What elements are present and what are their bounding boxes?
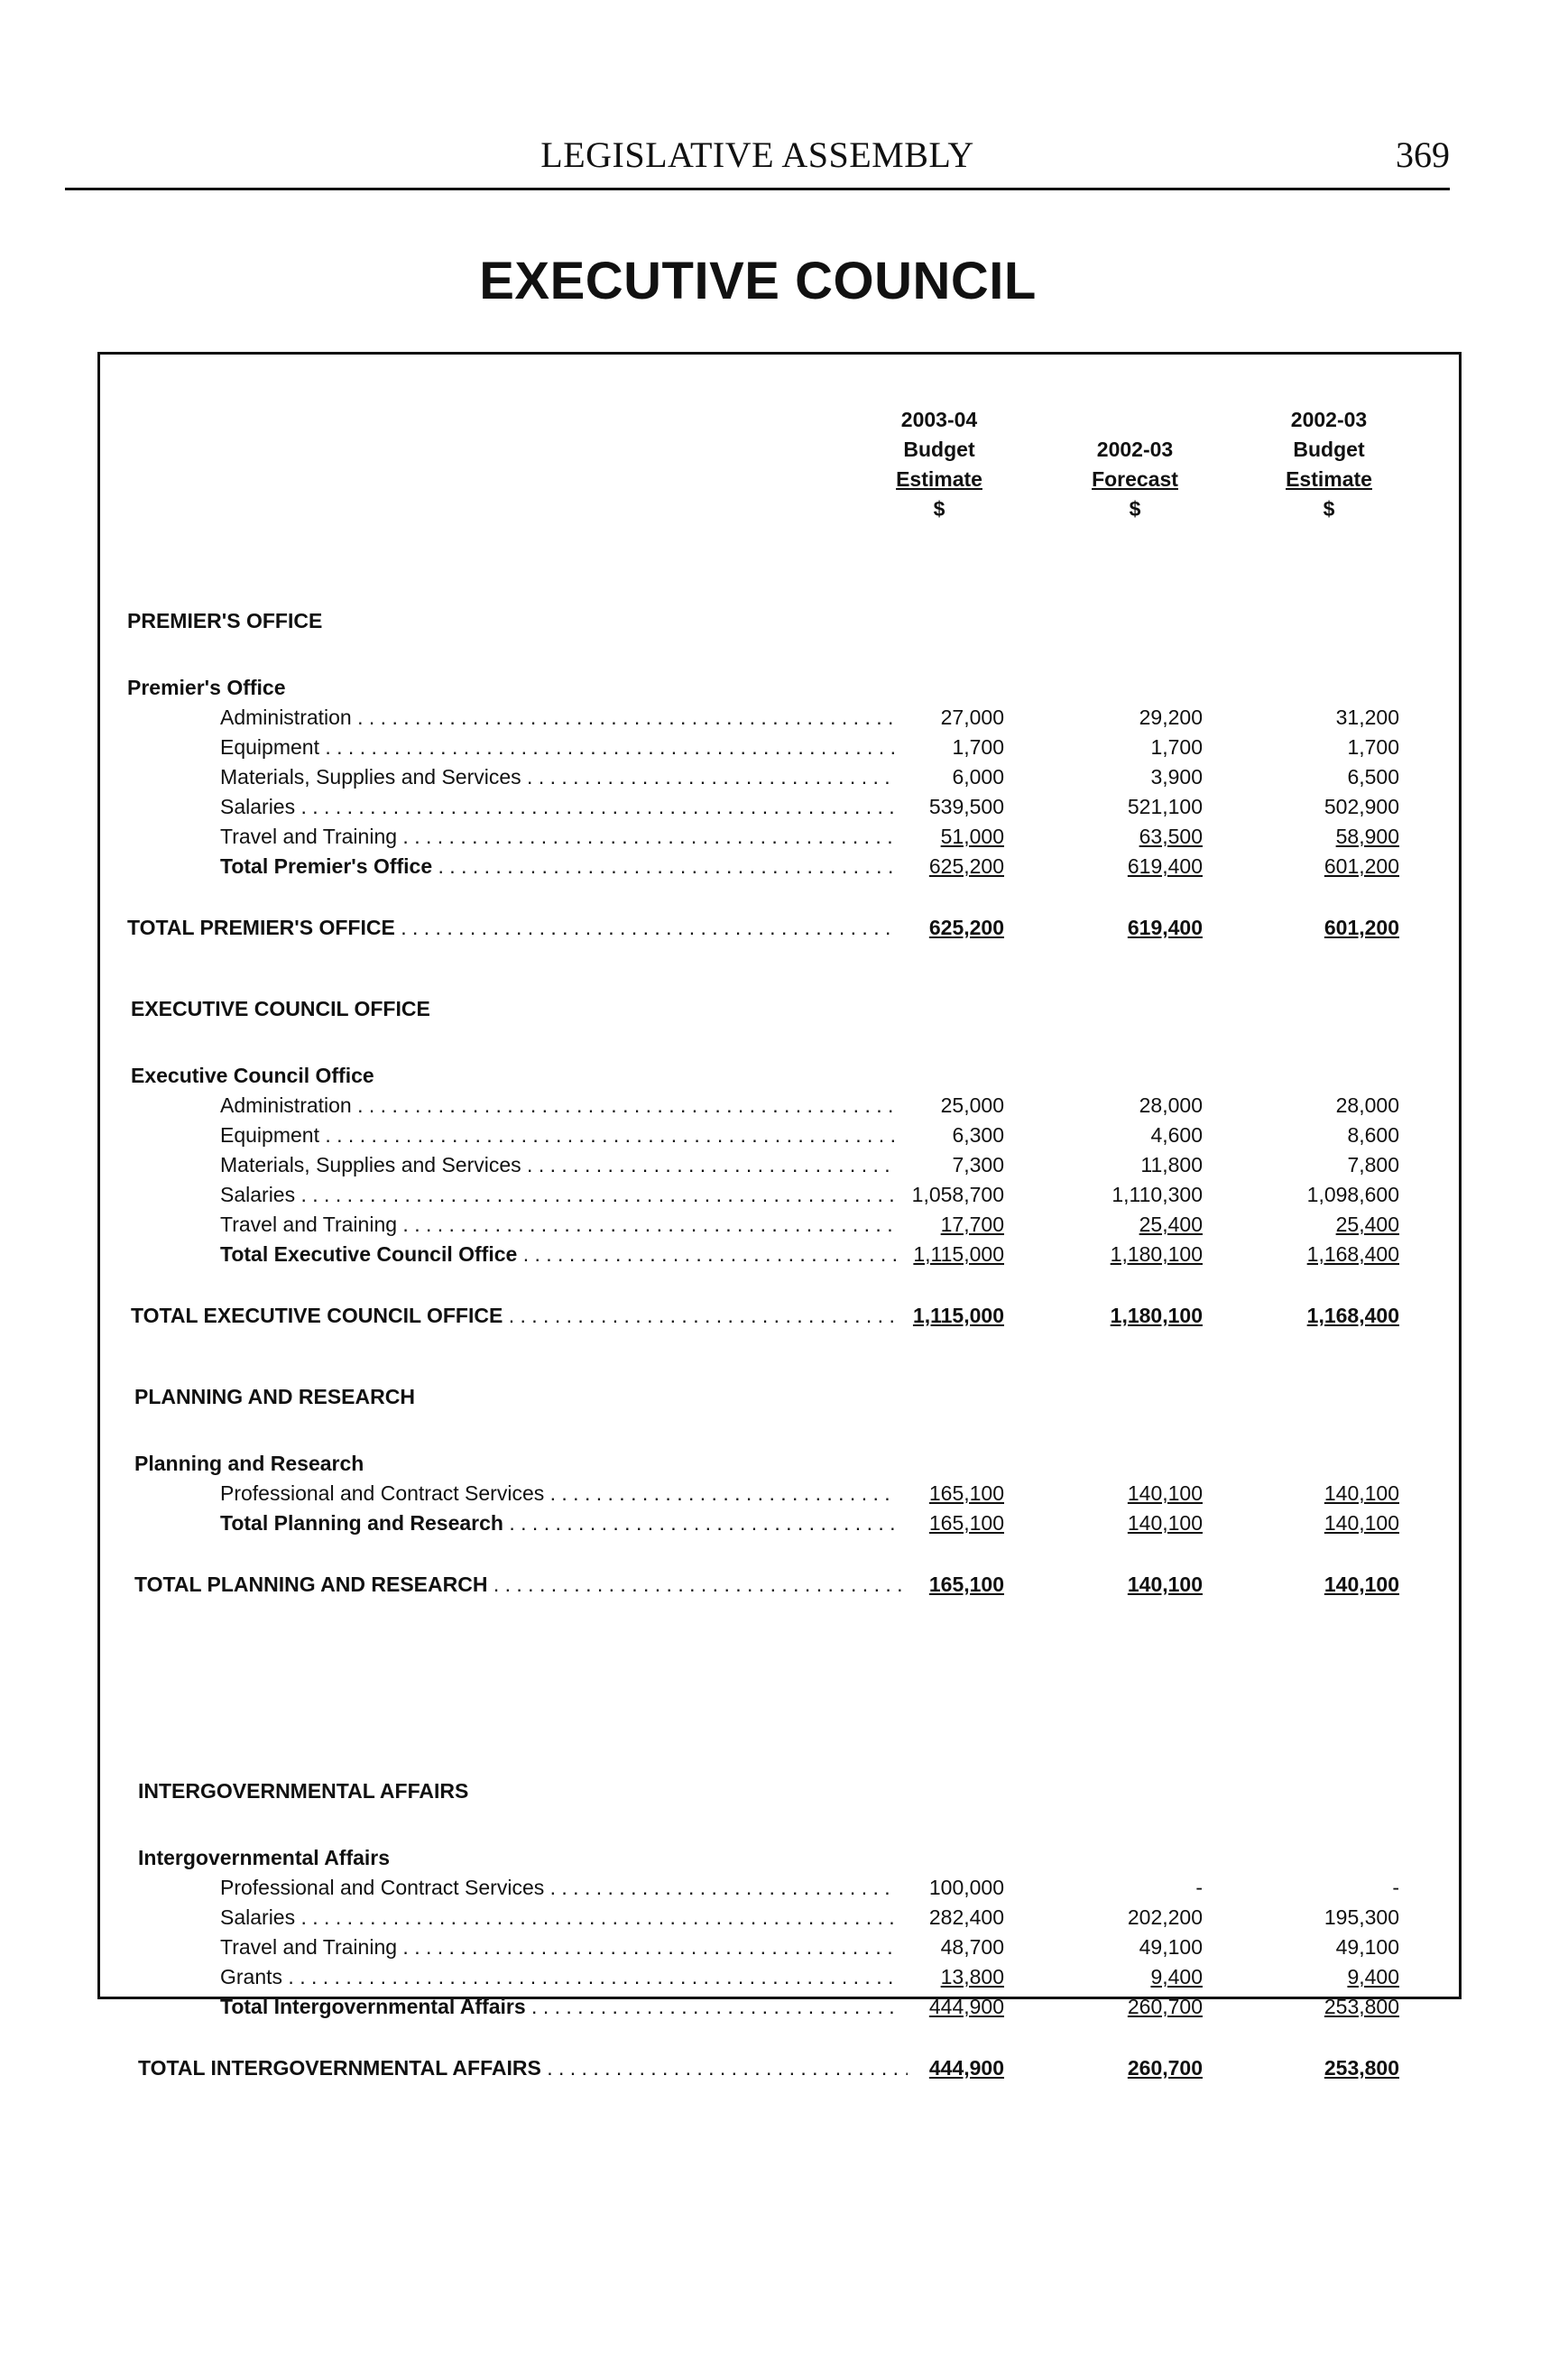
- subtotal-label: Total Planning and Research . . .: [220, 1509, 897, 1536]
- column-header-line: Estimate: [896, 467, 982, 491]
- column-header-budget-2002-03: [1239, 405, 1419, 524]
- table-cell-value: 3,900: [1150, 765, 1203, 789]
- table-cell-value: 63,500: [1139, 825, 1203, 848]
- table-cell-value: 6,500: [1347, 765, 1399, 789]
- table-cell-value: 29,200: [1139, 706, 1203, 729]
- table-cell-value: 444,900: [928, 1995, 1004, 2018]
- table-cell-value: 1,115,000: [913, 1242, 1004, 1266]
- table-row-label: Equipment . . .: [220, 733, 897, 761]
- table-row-label: Materials, Supplies and Services . . .: [220, 1151, 897, 1178]
- table-cell-value: 4,600: [1150, 1123, 1203, 1147]
- table-cell-value: 25,400: [1335, 1213, 1399, 1236]
- table-cell-value: 253,800: [1324, 1995, 1399, 2018]
- table-row-label: Travel and Training . . .: [220, 823, 897, 850]
- table-cell-value: 260,700: [1127, 1995, 1203, 2018]
- table-cell-value: 165,100: [928, 1573, 1004, 1596]
- table-row-label: Salaries . . .: [220, 793, 897, 820]
- section-total-label: TOTAL PREMIER'S OFFICE . . .: [127, 914, 897, 941]
- section-subtitle: Intergovernmental Affairs: [138, 1846, 391, 1869]
- table-cell-value: -: [1195, 1876, 1203, 1899]
- table-cell-value: 1,058,700: [911, 1183, 1004, 1206]
- column-header-line: [1045, 405, 1225, 435]
- column-header-line: 2002-03: [1290, 408, 1368, 431]
- table-cell-value: 195,300: [1324, 1905, 1399, 1929]
- column-header-budget-2003-04: [849, 405, 1029, 524]
- table-cell-value: 28,000: [1139, 1093, 1203, 1117]
- table-cell-value: 9,400: [1347, 1965, 1399, 1988]
- table-cell-value: 6,000: [952, 765, 1004, 789]
- section-total-label: TOTAL EXECUTIVE COUNCIL OFFICE . . .: [131, 1302, 900, 1329]
- table-cell-value: 27,000: [940, 706, 1004, 729]
- table-row-label: Salaries . . .: [220, 1904, 897, 1931]
- section-title: EXECUTIVE COUNCIL OFFICE: [131, 997, 430, 1020]
- subtotal-label: Total Premier's Office . . .: [220, 853, 897, 880]
- table-cell-value: 140,100: [1127, 1481, 1203, 1505]
- section-total-label: TOTAL PLANNING AND RESEARCH . . .: [134, 1571, 904, 1598]
- column-header-currency: $: [933, 497, 945, 521]
- section-subtitle: Premier's Office: [127, 676, 286, 699]
- column-header-line: Estimate: [1286, 467, 1372, 491]
- table-cell-value: 1,700: [952, 735, 1004, 759]
- table-cell-value: 1,180,100: [1110, 1242, 1203, 1266]
- table-row-label: Salaries . . .: [220, 1181, 897, 1208]
- column-header-line: 2003-04: [900, 408, 978, 431]
- section-total-label: TOTAL INTERGOVERNMENTAL AFFAIRS . . .: [138, 2054, 908, 2081]
- table-cell-value: 1,180,100: [1110, 1304, 1203, 1327]
- subtotal-label: Total Executive Council Office . . .: [220, 1241, 897, 1268]
- table-cell-value: 58,900: [1335, 825, 1399, 848]
- table-row-label: Grants . . .: [220, 1963, 897, 1990]
- table-cell-value: 165,100: [928, 1511, 1004, 1535]
- table-cell-value: 7,800: [1347, 1153, 1399, 1176]
- table-cell-value: 1,700: [1347, 735, 1399, 759]
- table-cell-value: 625,200: [928, 854, 1004, 878]
- table-cell-value: 6,300: [952, 1123, 1004, 1147]
- table-cell-value: 8,600: [1347, 1123, 1399, 1147]
- table-cell-value: 202,200: [1127, 1905, 1203, 1929]
- section-title: PLANNING AND RESEARCH: [134, 1385, 415, 1408]
- section-subtitle: Planning and Research: [134, 1452, 364, 1475]
- table-cell-value: 140,100: [1127, 1573, 1203, 1596]
- section-title: INTERGOVERNMENTAL AFFAIRS: [138, 1779, 469, 1803]
- table-cell-value: 625,200: [928, 916, 1004, 939]
- table-cell-value: 17,700: [940, 1213, 1004, 1236]
- page-number: 369: [1396, 134, 1450, 175]
- table-cell-value: 502,900: [1324, 795, 1399, 818]
- column-header-currency: $: [1323, 497, 1335, 521]
- table-cell-value: 601,200: [1324, 916, 1399, 939]
- column-header-line: Budget: [1293, 438, 1365, 461]
- budget-table: [97, 352, 1462, 2080]
- table-cell-value: 444,900: [928, 2056, 1004, 2080]
- table-cell-value: 140,100: [1324, 1481, 1399, 1505]
- subtotal-label: Total Intergovernmental Affairs . . .: [220, 1993, 897, 2020]
- table-cell-value: 9,400: [1150, 1965, 1203, 1988]
- table-cell-value: 140,100: [1127, 1511, 1203, 1535]
- table-cell-value: 253,800: [1324, 2056, 1399, 2080]
- table-cell-value: 1,115,000: [912, 1304, 1004, 1327]
- table-cell-value: 51,000: [940, 825, 1004, 848]
- table-cell-value: 13,800: [940, 1965, 1004, 1988]
- table-cell-value: 100,000: [928, 1876, 1004, 1899]
- table-row-label: Professional and Contract Services . . .: [220, 1874, 897, 1901]
- table-cell-value: 28,000: [1335, 1093, 1399, 1117]
- table-cell-value: -: [1392, 1876, 1399, 1899]
- table-cell-value: 619,400: [1127, 854, 1203, 878]
- table-cell-value: 1,168,400: [1306, 1304, 1399, 1327]
- table-cell-value: 140,100: [1324, 1511, 1399, 1535]
- table-row-label: Travel and Training . . .: [220, 1211, 897, 1238]
- table-cell-value: 165,100: [928, 1481, 1004, 1505]
- table-cell-value: 25,000: [940, 1093, 1004, 1117]
- column-header-line: Forecast: [1092, 467, 1178, 491]
- header-title: LEGISLATIVE ASSEMBLY: [540, 134, 974, 175]
- column-header-line: Budget: [903, 438, 975, 461]
- page-header: [65, 134, 1450, 190]
- column-header-currency: $: [1129, 497, 1141, 521]
- table-cell-value: 140,100: [1324, 1573, 1399, 1596]
- table-cell-value: 1,168,400: [1306, 1242, 1399, 1266]
- table-cell-value: 49,100: [1139, 1935, 1203, 1959]
- table-cell-value: 11,800: [1140, 1153, 1203, 1176]
- table-cell-value: 1,110,300: [1111, 1183, 1203, 1206]
- table-cell-value: 601,200: [1324, 854, 1399, 878]
- table-row-label: Equipment . . .: [220, 1121, 897, 1148]
- table-cell-value: 282,400: [928, 1905, 1004, 1929]
- table-row-label: Travel and Training . . .: [220, 1933, 897, 1960]
- table-cell-value: 539,500: [928, 795, 1004, 818]
- column-header-line: 2002-03: [1096, 438, 1174, 461]
- table-cell-value: 260,700: [1127, 2056, 1203, 2080]
- table-cell-value: 619,400: [1127, 916, 1203, 939]
- table-row-label: Administration . . .: [220, 1092, 897, 1119]
- table-cell-value: 48,700: [940, 1935, 1004, 1959]
- column-header-forecast-2002-03: [1045, 405, 1225, 524]
- table-row-label: Materials, Supplies and Services . . .: [220, 763, 897, 790]
- table-cell-value: 1,098,600: [1306, 1183, 1399, 1206]
- table-row-label: Administration . . .: [220, 704, 897, 731]
- table-row-label: Professional and Contract Services . . .: [220, 1480, 897, 1507]
- table-cell-value: 521,100: [1127, 795, 1203, 818]
- page-title: EXECUTIVE COUNCIL: [479, 252, 1037, 310]
- table-cell-value: 1,700: [1150, 735, 1203, 759]
- table-cell-value: 7,300: [952, 1153, 1004, 1176]
- table-cell-value: 31,200: [1335, 706, 1399, 729]
- table-cell-value: 25,400: [1139, 1213, 1203, 1236]
- section-title: PREMIER'S OFFICE: [127, 609, 323, 632]
- table-cell-value: 49,100: [1335, 1935, 1399, 1959]
- section-subtitle: Executive Council Office: [131, 1064, 374, 1087]
